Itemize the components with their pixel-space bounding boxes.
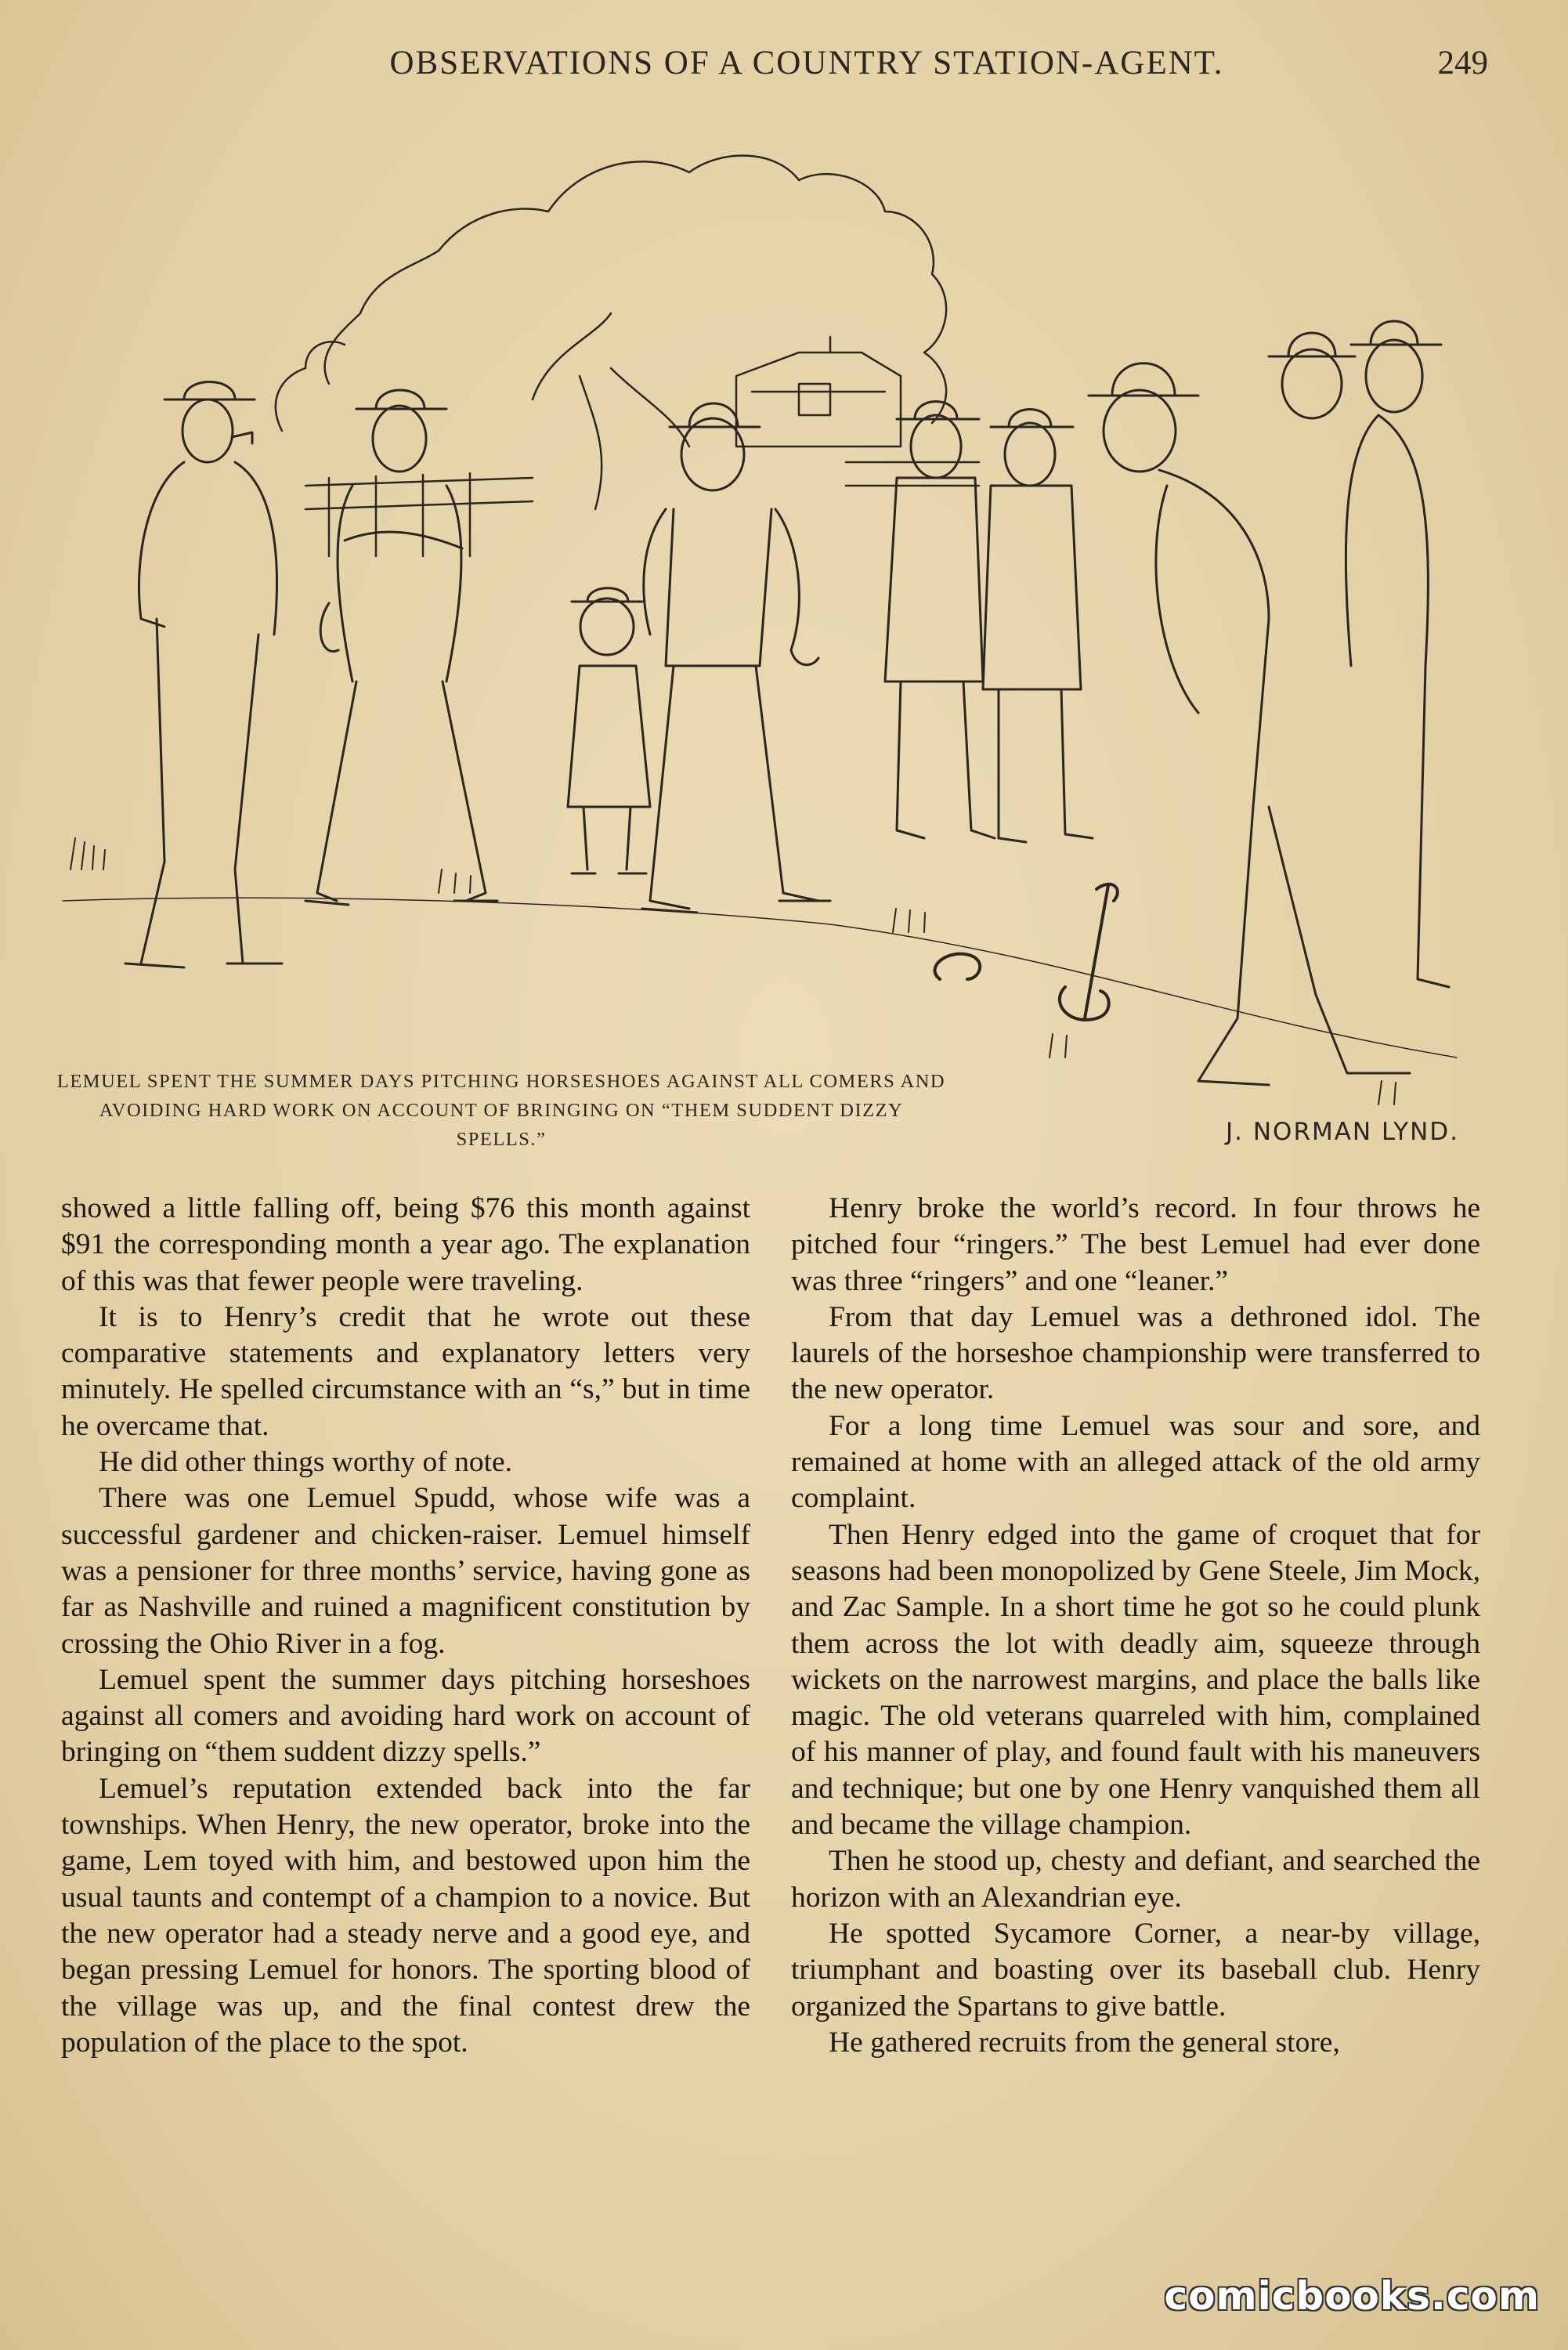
figure-young-man-crossed-arms <box>305 390 497 905</box>
paragraph: Then he stood up, chesty and defiant, and searched the horizon with an Alexandrian eye. <box>791 1845 1480 1914</box>
grass-strokes <box>70 838 1396 1104</box>
running-title: OBSERVATIONS OF A COUNTRY STATION-AGENT. <box>389 45 1224 81</box>
paragraph: showed a little falling off, being $76 this month against $91 the corresponding month a year ago. The explanation of this was that fewer people were traveling. <box>61 1192 750 1297</box>
left-column <box>61 1191 750 2061</box>
fence-background <box>305 462 979 556</box>
paragraph: He spotted Sycamore Corner, a near-by village, triumphant and boasting over its baseball club. Henry organized the Spartans to give battle. <box>791 1917 1480 2023</box>
paragraph: Henry broke the world’s record. In four throws he pitched four “ringers.” The best Lemuel had ever done was three “ringers” and one “leaner.” <box>791 1192 1480 1297</box>
figure-laughing-man <box>1269 333 1355 418</box>
figure-old-man-left <box>885 402 995 839</box>
house-background <box>736 337 901 446</box>
paragraph: From that day Lemuel was a dethroned idol. The laurels of the horseshoe championship were transferred to the new operator. <box>791 1300 1480 1406</box>
artist-signature: J. NORMAN LYND. <box>1226 1118 1459 1146</box>
right-column <box>791 1191 1480 2061</box>
paragraph: Then Henry edged into the game of croquet that for seasons had been monopolized by Gene Steele, Jim Mock, and Zac Sample. In a short time he got so he could plunk them across the lot with deadly aim, squeeze through wickets on the narrowest margins, and place the balls like magic. The old veterans quarreled with him, complained of his manner of play, and found fault with his maneuvers and technique; but one by one Henry vanquished them all and became the village champion. <box>791 1518 1480 1842</box>
horseshoe-stake <box>935 884 1118 1020</box>
illustration-caption: LEMUEL SPENT THE SUMMER DAYS PITCHING HORSESHOES AGAINST ALL COMERS AND AVOIDING HARD WORK ON ACCOUNT OF BRINGING ON “THEM SUDDENT DIZZY SPELLS.” <box>56 1071 946 1150</box>
figure-tall-man-right <box>1346 321 1449 987</box>
paragraph: Lemuel spent the summer days pitching horseshoes against all comers and avoiding hard work on account of bringing on “them suddent dizzy spells.” <box>61 1663 750 1769</box>
paragraph: He did other things worthy of note. <box>99 1446 513 1479</box>
paragraph: There was one Lemuel Spudd, whose wife was a successful gardener and chicken-raiser. Lemuel himself was a pensioner for three months’ service, having gone as far as Nashville and ruined a magnificent constitution by crossing the Ohio River in a fog. <box>61 1482 750 1660</box>
figure-old-man-right <box>983 410 1093 843</box>
watermark: comicbooks.com <box>1164 2273 1540 2319</box>
paragraph: Lemuel’s reputation extended back into the far townships. When Henry, the new operator, broke into the game, Lem toyed with him, and bestowed upon him the usual taunts and contempt of a champion to a novice. But the new operator had a steady nerve and a good eye, and began pressing Lemuel for honors. The sporting blood of the village was up, and the final contest drew the population of the place to the spot. <box>61 1772 750 2059</box>
horseshoe-pitching-illustration <box>47 118 1480 1167</box>
ground-line <box>63 898 1457 1058</box>
figure-central-pitcher <box>642 403 830 913</box>
paragraph: For a long time Lemuel was sour and sore, and remained at home with an alleged attack of the old army complaint. <box>791 1409 1480 1515</box>
paragraph: It is to Henry’s credit that he wrote out these comparative statements and explanatory letters very minutely. He spelled circumstance with an “s,” but in time he overcame that. <box>61 1300 750 1442</box>
page-number: 249 <box>1437 45 1488 81</box>
figure-leaning-man <box>1089 363 1410 1085</box>
figure-man-with-pipe <box>125 382 282 968</box>
paragraph: He gathered recruits from the general store, <box>829 2026 1340 2059</box>
figure-small-boy <box>568 588 650 873</box>
